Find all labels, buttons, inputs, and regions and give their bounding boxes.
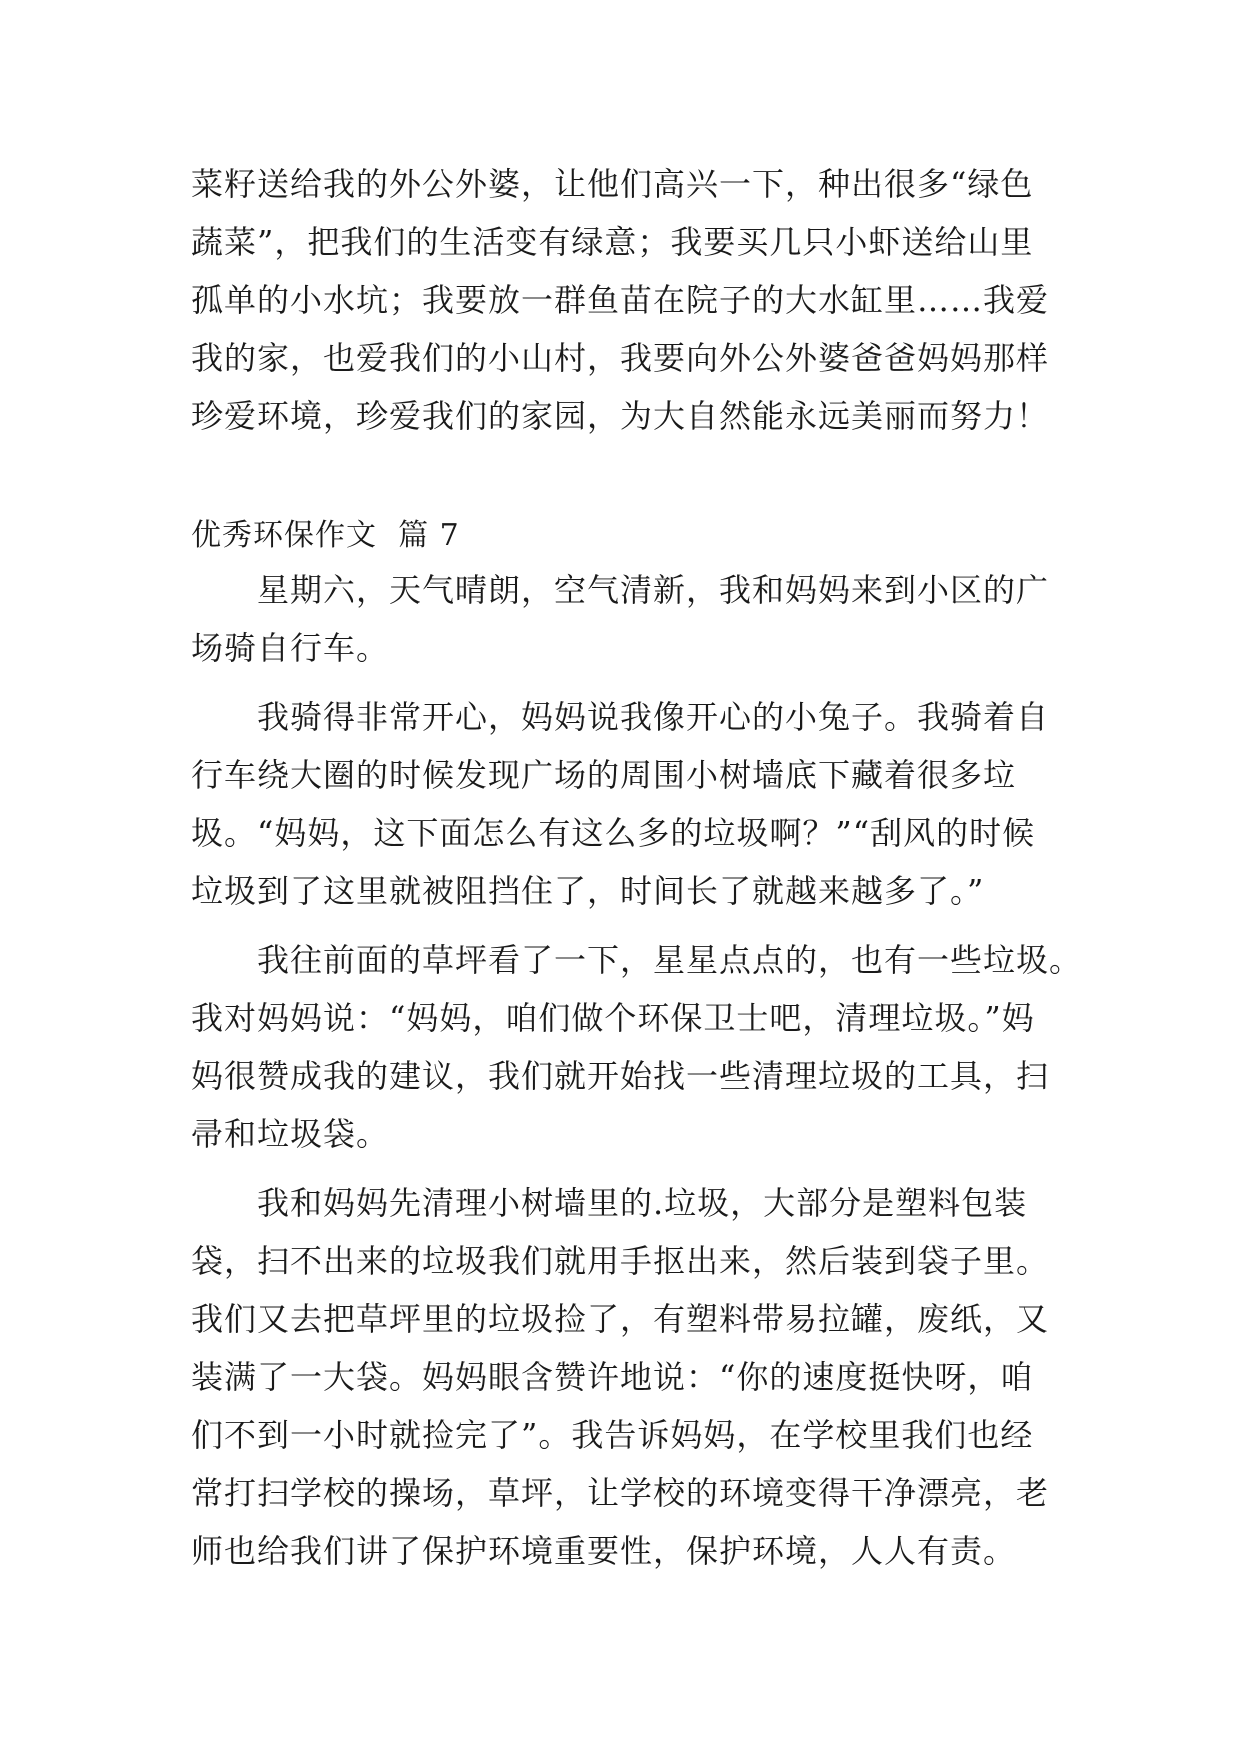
text-line: 场骑自行车。 [191,629,390,667]
text-line: 孤单的小水坑；我要放一群鱼苗在院子的大水缸里……我爱 [191,281,1050,319]
text-line: 我骑得非常开心，妈妈说我像开心的小兔子。我骑着自 [257,698,1050,736]
text-line: 菜籽送给我的外公外婆，让他们高兴一下，种出很多“绿色 [191,165,1034,203]
text-line: 行车绕大圈的时候发现广场的周围小树墙底下藏着很多垃 [191,756,1017,794]
text-line: 垃圾到了这里就被阻挡住了，时间长了就越来越多了。” [191,872,985,910]
text-line: 珍爱环境，珍爱我们的家园，为大自然能永远美丽而努力！ [191,397,1050,435]
text-line: 们不到一小时就捡完了”。我告诉妈妈，在学校里我们也经 [191,1416,1034,1454]
section-heading: 优秀环保作文 篇 7 [191,518,460,553]
text-line: 我的家，也爱我们的小山村，我要向外公外婆爸爸妈妈那样 [191,339,1050,377]
text-line: 我往前面的草坪看了一下，星星点点的，也有一些垃圾。 [257,941,1083,979]
text-line: 妈很赞成我的建议，我们就开始找一些清理垃圾的工具，扫 [191,1057,1050,1095]
paragraph [191,688,1051,920]
paragraph [191,931,1083,1163]
text-line: 袋，扫不出来的垃圾我们就用手抠出来，然后装到袋子里。 [191,1242,1050,1280]
text-line: 蔬菜”，把我们的生活变有绿意；我要买几只小虾送给山里 [191,223,1034,261]
text-line: 常打扫学校的操场，草坪，让学校的环境变得干净漂亮，老 [191,1474,1050,1512]
text-line: 圾。“妈妈，这下面怎么有这么多的垃圾啊？”“刮风的时候 [191,814,1036,852]
continued-paragraph [191,155,1051,445]
paragraph [191,561,1051,677]
article-body [191,561,1083,1591]
paragraph [191,1174,1051,1580]
text-line: 星期六，天气晴朗，空气清新，我和妈妈来到小区的广 [257,571,1050,609]
text-line: 帚和垃圾袋。 [191,1115,390,1153]
text-line: 师也给我们讲了保护环境重要性，保护环境，人人有责。 [191,1532,1017,1570]
text-line: 我对妈妈说：“妈妈，咱们做个环保卫士吧，清理垃圾。”妈 [191,999,1035,1037]
text-line: 我和妈妈先清理小树墙里的.垃圾，大部分是塑料包装 [257,1184,1028,1222]
text-line: 装满了一大袋。妈妈眼含赞许地说：“你的速度挺快呀，咱 [191,1358,1034,1396]
text-line: 我们又去把草坪里的垃圾捡了，有塑料带易拉罐，废纸，又 [191,1300,1050,1338]
